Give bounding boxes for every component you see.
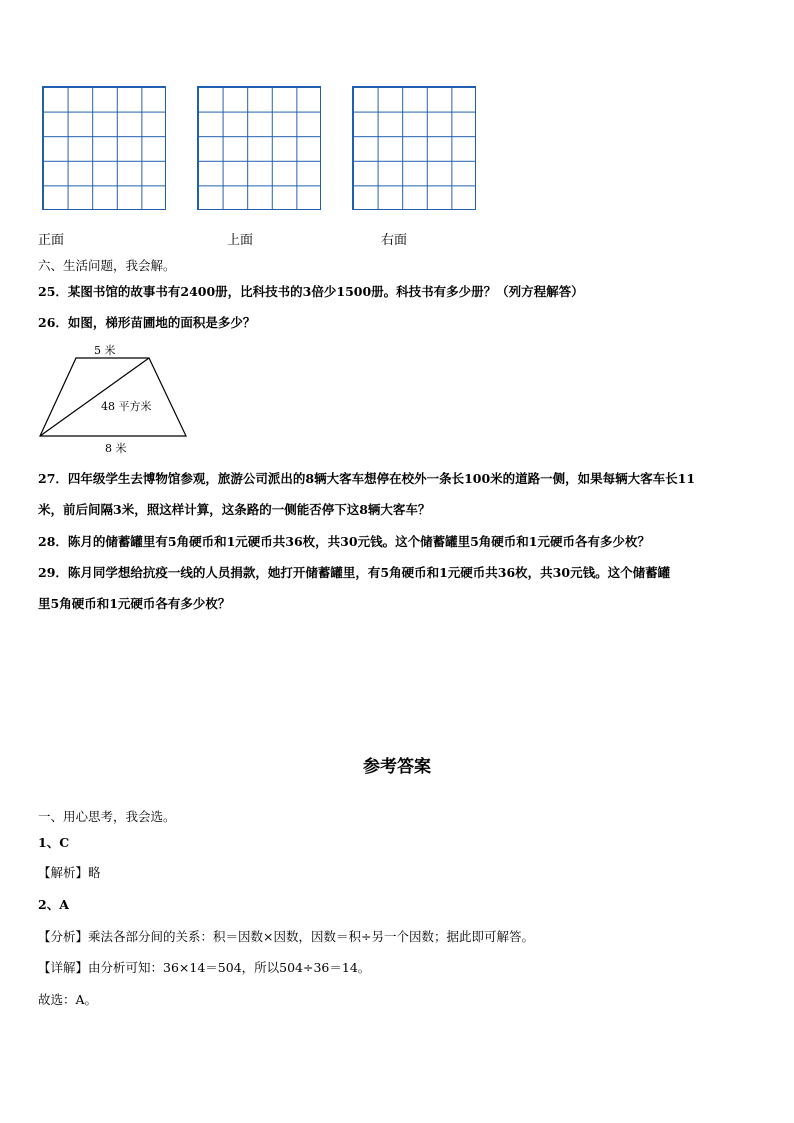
question-29-line-2: 里5角硬币和1元硬币各有多少枚？ [38, 596, 231, 611]
question-29-line-1: 29．陈月同学想给抗疫一线的人员捐款，她打开储蓄罐里，有5角硬币和1元硬币共36枚，共30元钱。这个储蓄罐 [38, 565, 671, 580]
question-27-line-2: 米，前后间隔3米，照这样计算，这条路的一侧能否停下这8辆大客车？ [38, 502, 431, 517]
answer-2: 2、A [38, 897, 69, 912]
question-25: 25．某图书馆的故事书有2400册，比科技书的3倍少1500册。科技书有多少册？（列方程解答） [38, 284, 584, 299]
trapezoid-bottom-label: 8 米 [105, 442, 127, 455]
trapezoid-top-label: 5 米 [94, 344, 116, 357]
trapezoid-area-label: 48 平方米 [101, 400, 152, 413]
right-view-label: 右面 [381, 233, 408, 248]
top-view-grid [197, 86, 321, 210]
trapezoid-figure [36, 338, 196, 458]
top-view-label: 上面 [227, 233, 254, 248]
answer-section-1-heading: 一、用心思考，我会选。 [38, 809, 176, 824]
answer-2-choice: 故选：A。 [38, 992, 98, 1007]
question-26: 26．如图，梯形苗圃地的面积是多少？ [38, 315, 256, 330]
answer-2-detail: 【详解】由分析可知：36×14＝504，所以504÷36＝14。 [38, 960, 371, 975]
section-6-heading: 六、生活问题，我会解。 [38, 258, 176, 273]
front-view-grid [42, 86, 166, 210]
answer-1-note: 【解析】略 [38, 865, 101, 880]
answer-2-analysis: 【分析】乘法各部分间的关系：积＝因数×因数，因数＝积÷另一个因数；据此即可解答。 [38, 929, 534, 944]
answer-1: 1、C [38, 835, 70, 850]
question-27-line-1: 27．四年级学生去博物馆参观，旅游公司派出的8辆大客车想停在校外一条长100米的道路一侧，如果每辆大客车长11 [38, 471, 696, 486]
right-view-grid [352, 86, 476, 210]
front-view-label: 正面 [38, 233, 65, 248]
question-28: 28．陈月的储蓄罐里有5角硬币和1元硬币共36枚，共30元钱。这个储蓄罐里5角硬币和1元硬币各有多少枚？ [38, 534, 650, 549]
answer-title: 参考答案 [363, 757, 431, 777]
